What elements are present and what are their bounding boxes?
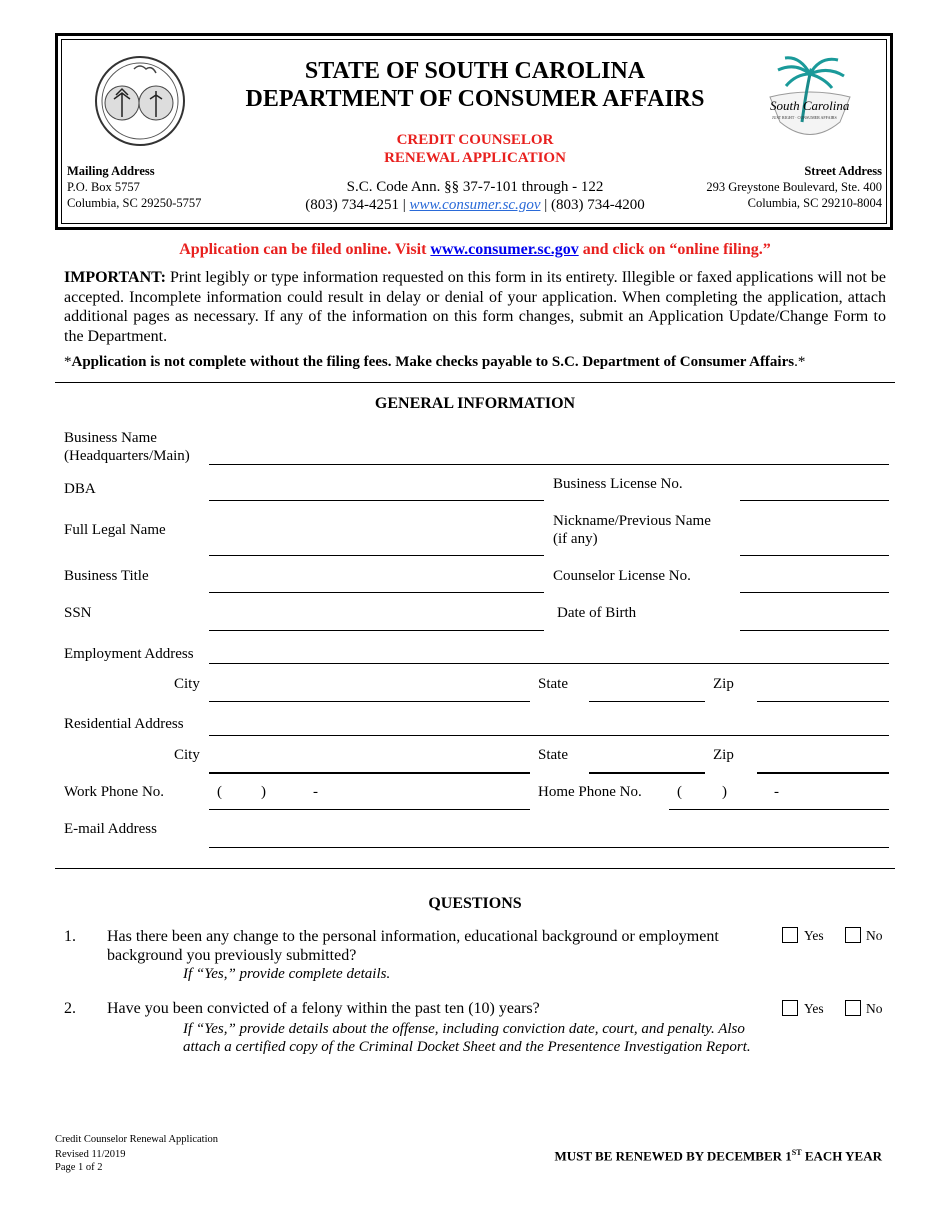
online-notice-pre: Application can be filed online. Visit	[179, 241, 427, 258]
renewal-deadline	[554, 1145, 882, 1164]
home-phone-field[interactable]	[669, 809, 889, 810]
question-2-yes-label: Yes	[804, 1001, 824, 1016]
state-seal-icon	[94, 55, 186, 147]
residential-address-label: Residential Address	[64, 716, 184, 732]
dba-field[interactable]	[209, 500, 544, 501]
questions-heading: QUESTIONS	[428, 895, 522, 912]
question-2-no-checkbox[interactable]	[845, 1000, 861, 1016]
street-address-line1: 293 Greystone Boulevard, Ste. 400	[706, 180, 882, 194]
email-field[interactable]	[209, 847, 889, 848]
statute-reference: S.C. Code Ann. §§ 37-7-101 through - 122	[346, 179, 604, 195]
ssn-label: SSN	[64, 605, 92, 621]
business-license-label: Business License No.	[553, 476, 683, 492]
employment-city-label: City	[174, 676, 200, 692]
online-filing-link[interactable]: www.consumer.sc.gov	[430, 241, 579, 258]
website-link[interactable]: www.consumer.sc.gov	[409, 197, 541, 213]
fees-notice	[64, 353, 894, 371]
question-1-text: Has there been any change to the personal information, educational background or employment background you previously submitted?	[107, 928, 719, 964]
question-2-note: If “Yes,” provide details about the offense, including conviction date, court, and penalty. Also attach a certified copy of the Criminal Docket Sheet and the Presentence Investigation Report.	[183, 1021, 751, 1055]
footer-page-number: Page 1 of 2	[55, 1162, 103, 1173]
counselor-license-label: Counselor License No.	[553, 568, 691, 584]
question-2-no-label: No	[866, 1001, 883, 1016]
section-divider	[55, 382, 895, 383]
home-phone-close-paren: )	[722, 784, 727, 800]
dob-field[interactable]	[740, 630, 889, 631]
form-title-line1: CREDIT COUNSELOR	[396, 132, 554, 148]
residential-state-field[interactable]	[589, 772, 705, 774]
dob-label: Date of Birth	[557, 605, 637, 621]
employment-state-label: State	[538, 676, 568, 692]
business-title-label: Business Title	[64, 568, 149, 584]
renewal-deadline-text: MUST BE RENEWED BY DECEMBER 1	[554, 1148, 792, 1164]
full-legal-name-label: Full Legal Name	[64, 522, 166, 538]
work-phone-close-paren: )	[261, 784, 266, 800]
important-text: Print legibly or type information requested on this form in its entirety. Illegible or faxed applications will not be accepted. Incomplete information could result in delay or denial of your application. When completing the application, attach additional pages as necessary. If any of the information on this form changes, submit an Application Update/Change Form to the Department.	[64, 269, 887, 345]
work-phone-label: Work Phone No.	[64, 784, 165, 800]
question-1-yes-label: Yes	[804, 928, 824, 943]
mailing-address-line1: P.O. Box 5757	[67, 180, 140, 194]
nickname-field[interactable]	[740, 555, 889, 556]
renewal-deadline-post: EACH YEAR	[801, 1148, 882, 1164]
home-phone-open-paren: (	[677, 784, 682, 800]
fees-pre: *	[64, 354, 72, 370]
important-label: IMPORTANT:	[64, 269, 166, 286]
agency-state-title: STATE OF SOUTH CAROLINA	[304, 58, 646, 84]
phone-alt: | (803) 734-4200	[544, 197, 645, 213]
home-phone-label: Home Phone No.	[538, 784, 642, 800]
mailing-address-line2: Columbia, SC 29250-5757	[67, 196, 202, 210]
question-2-number: 2.	[64, 1000, 76, 1017]
employment-city-field[interactable]	[209, 701, 530, 702]
question-1-note: If “Yes,” provide complete details.	[183, 966, 391, 982]
mailing-address-label: Mailing Address	[67, 164, 155, 178]
contact-line	[250, 196, 700, 214]
full-legal-name-field[interactable]	[209, 555, 544, 556]
business-name-label: Business Name	[64, 430, 157, 446]
online-notice-post: and click on “online filing.”	[582, 241, 771, 258]
residential-zip-label: Zip	[713, 747, 734, 763]
general-information-heading: GENERAL INFORMATION	[374, 395, 576, 412]
dba-label: DBA	[64, 481, 96, 497]
nickname-sublabel: (if any)	[553, 531, 598, 547]
residential-zip-field[interactable]	[757, 772, 889, 774]
street-address-line2: Columbia, SC 29210-8004	[747, 196, 882, 210]
residential-city-field[interactable]	[209, 772, 530, 774]
renewal-deadline-sup: ST	[791, 1148, 802, 1157]
question-2-text: Have you been convicted of a felony within the past ten (10) years?	[107, 1000, 540, 1017]
counselor-license-field[interactable]	[740, 592, 889, 593]
residential-city-label: City	[174, 747, 200, 763]
question-1-no-label: No	[866, 928, 883, 943]
residential-address-field[interactable]	[209, 735, 889, 736]
logo-subtext: JUST RIGHT · CONSUMER AFFAIRS	[772, 115, 837, 120]
agency-department-title: DEPARTMENT OF CONSUMER AFFAIRS	[245, 86, 705, 112]
business-name-field[interactable]	[209, 464, 889, 465]
work-phone-field[interactable]	[209, 809, 530, 810]
email-label: E-mail Address	[64, 821, 157, 837]
question-1-number: 1.	[64, 928, 76, 945]
employment-address-field[interactable]	[209, 663, 889, 664]
employment-address-label: Employment Address	[64, 646, 194, 662]
section-divider-2	[55, 868, 895, 869]
home-phone-dash: -	[774, 784, 779, 800]
footer-revised: Revised 11/2019	[55, 1149, 126, 1160]
residential-state-label: State	[538, 747, 568, 763]
phone-main: (803) 734-4251 |	[305, 197, 406, 213]
fees-bold-text: Application is not complete without the filing fees. Make checks payable to S.C. Department of Consumer Affairs	[71, 354, 795, 370]
business-title-field[interactable]	[209, 592, 544, 593]
logo-text: South Carolina	[770, 98, 850, 113]
business-license-field[interactable]	[740, 500, 889, 501]
employment-state-field[interactable]	[589, 701, 705, 702]
question-2-yes-checkbox[interactable]	[782, 1000, 798, 1016]
street-address-label: Street Address	[804, 164, 882, 178]
work-phone-open-paren: (	[217, 784, 222, 800]
footer-form-name: Credit Counselor Renewal Application	[55, 1134, 219, 1145]
important-paragraph	[64, 268, 886, 346]
employment-zip-label: Zip	[713, 676, 734, 692]
form-title-line2: RENEWAL APPLICATION	[384, 150, 566, 166]
employment-zip-field[interactable]	[757, 701, 889, 702]
nickname-label: Nickname/Previous Name	[553, 513, 711, 529]
online-filing-notice	[55, 240, 895, 260]
question-1-yes-checkbox[interactable]	[782, 927, 798, 943]
ssn-field[interactable]	[209, 630, 544, 631]
business-name-sublabel: (Headquarters/Main)	[64, 448, 190, 464]
work-phone-dash: -	[313, 784, 318, 800]
question-1-no-checkbox[interactable]	[845, 927, 861, 943]
fees-post: .*	[794, 354, 806, 370]
